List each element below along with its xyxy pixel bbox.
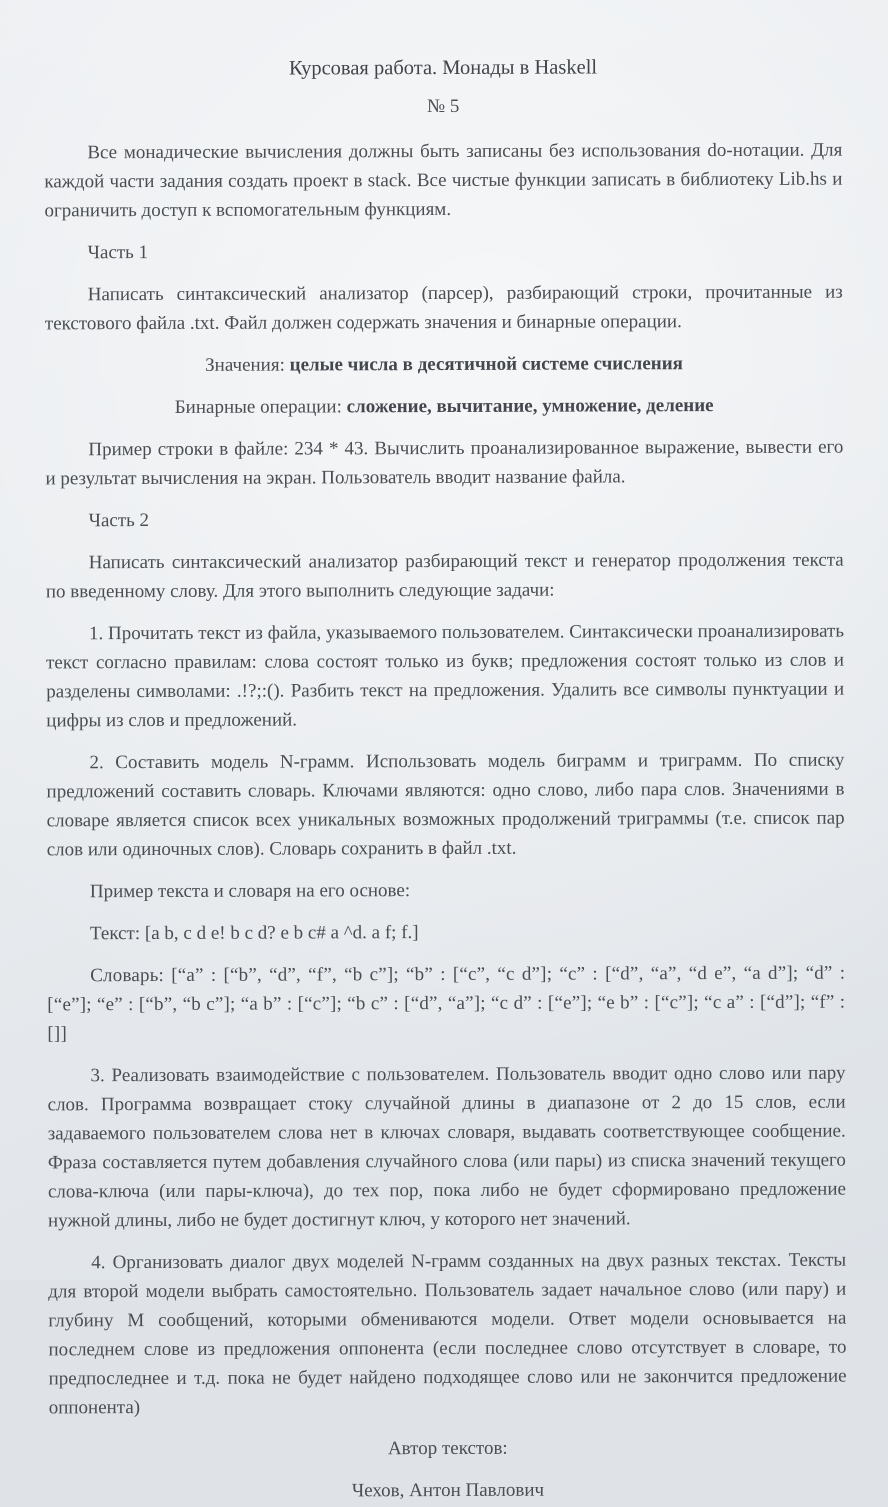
variant-number: № 5 xyxy=(426,95,460,118)
task-1-paragraph: 1. Прочитать текст из файла, указываемого пользователем. Синтаксически проанализировать текст согласно правилам: слова состоят только из букв; предложения состоят только из слов и разделены символами: .!?;:(). Разбить текст на предложения. Удалить все символы пунктуации и цифры из слов и предложений. xyxy=(46,620,845,732)
values-label: Значения: xyxy=(205,354,290,376)
part1-example-paragraph: Пример строки в файле: 234 * 43. Вычислить проанализированное выражение, вывести его и результат вычисления на экран. Пользователь вводит название файла. xyxy=(45,436,844,490)
values-line xyxy=(45,349,843,381)
document-title: Курсовая работа. Монады в Haskell xyxy=(288,56,598,80)
author-label: Автор текстов: xyxy=(387,1437,508,1460)
part2-heading: Часть 2 xyxy=(88,510,150,532)
example-dictionary-line: Словарь: [“a” : [“b”, “d”, “f”, “b c”]; “b” : [“c”, “c d”]; “c” : [“d”, “a”, “d e”, “a d”]; “d” : [“e”]; “e” : [“b”, “b c”]; “a b” : [“c”]; “b c” : [“d”, “a”]; “c d” : [“e”]; “e b” : [“c”]; “c a” : [“d”]; “f” : []] xyxy=(47,962,846,1045)
task-2-paragraph: 2. Составить модель N-грамм. Использовать модель биграмм и триграмм. По списку предложений составить словарь. Ключами являются: одно слово, либо пара слов. Значениями в словаре является список всех уникальных возможных продолжений триграммы (т.е. список пар слов или одиночных слов). Словарь сохранить в файл .txt. xyxy=(46,749,845,861)
task-3-paragraph: 3. Реализовать взаимодействие с пользователем. Пользователь вводит одно слово или пару слов. Программа возвращает стоку случайной длины в диапазоне от 2 до 15 слов, если задаваемого пользователем слова нет в ключах словаря, выдавать соответствующее сообщение. Фраза составляется путем добавления случайного слова (или пары) из списка значений текущего слова-ключа (или пары-ключа), до тех пор, пока либо не будет сформировано предложение нужной длины, либо не будет достигнут ключ, у которого нет значений. xyxy=(47,1062,846,1232)
operations-line xyxy=(45,391,843,423)
part2-paragraph: Написать синтаксический анализатор разбирающий текст и генератор продолжения текста по введенному слову. Для этого выполнить следующие задачи: xyxy=(45,549,844,603)
part1-heading: Часть 1 xyxy=(87,242,149,264)
task-4-paragraph: 4. Организовать диалог двух моделей N-грамм созданных на двух разных текстах. Тексты для второй модели выбрать самостоятельно. Пользователь задает начальное слово (или пару) и глубину М сообщений, которыми обмениваются модели. Ответ модели основывается на последнем слове из предложения оппонента (если последнее слово отсутствует в словаре, то предпоследнее и т.д. пока не будет найдено подходящее слово или не закончится предложение оппонента) xyxy=(48,1249,847,1419)
operations-value: сложение, вычитание, умножение, деление xyxy=(346,395,714,418)
example-intro-line: Пример текста и словаря на его основе: xyxy=(89,880,411,903)
example-text-line: Текст: [a b, c d e! b c d? e b c# a ^d. a f; f.] xyxy=(89,922,419,945)
operations-label: Бинарные операции: xyxy=(174,396,347,418)
footer-block xyxy=(49,1433,847,1507)
author-name: Чехов, Антон Павлович xyxy=(351,1479,545,1502)
intro-paragraph: Все монадические вычисления должны быть записаны без использования do-нотации. Для каждой части задания создать проект в stack. Все чистые функции записать в библиотеку Lib.hs и ограничить доступ к вспомогательным функциям. xyxy=(44,139,843,222)
part1-paragraph: Написать синтаксический анализатор (парсер), разбирающий строки, прочитанные из текстового файла .txt. Файл должен содержать значения и бинарные операции. xyxy=(44,281,843,335)
values-value: целые числа в десятичной системе счисления xyxy=(289,353,683,376)
